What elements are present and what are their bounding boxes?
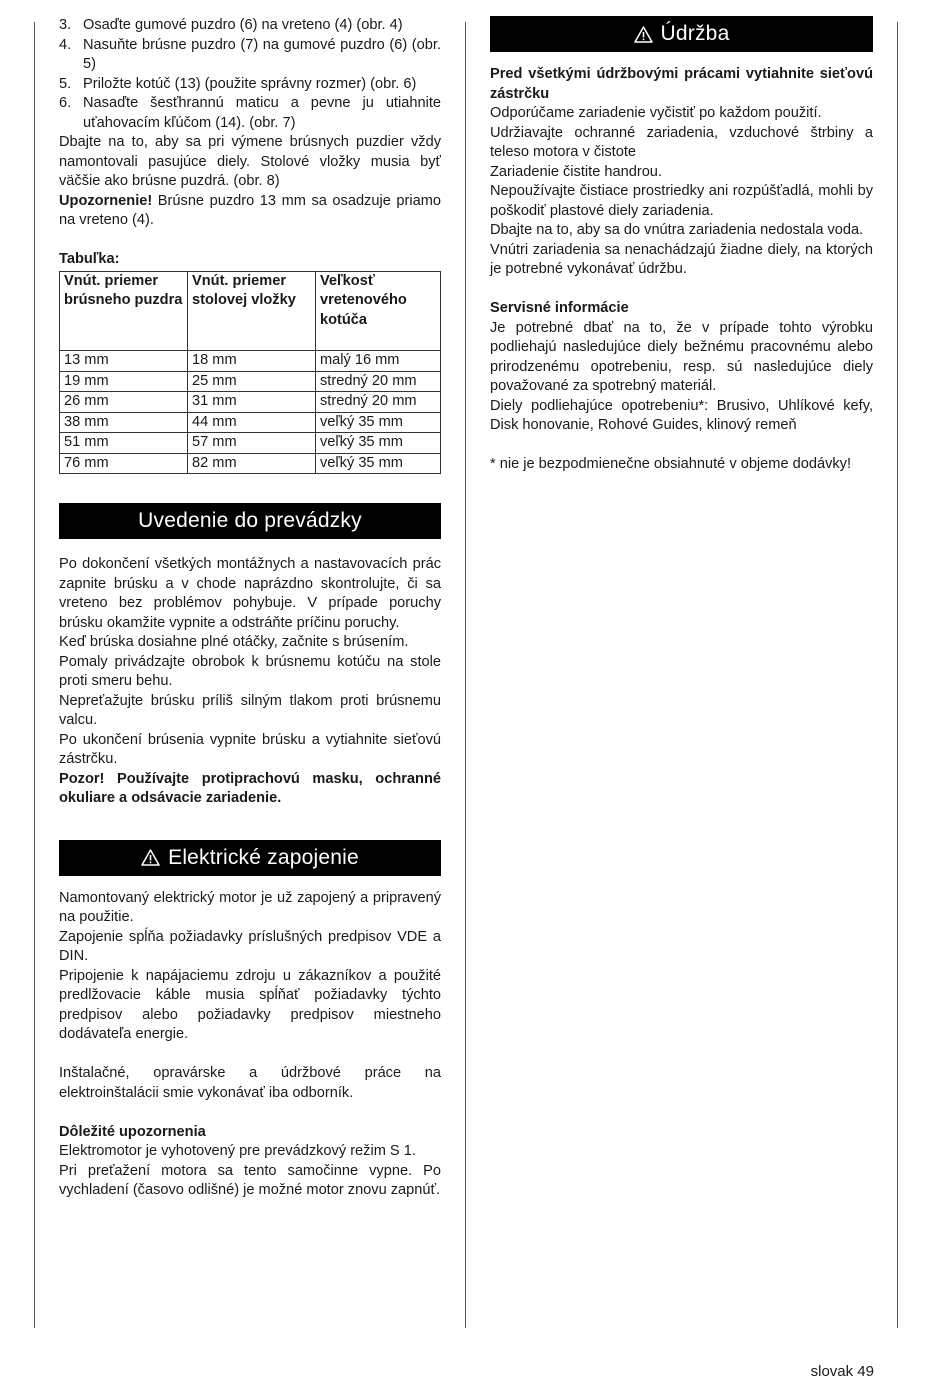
page-number: slovak 49 bbox=[810, 1363, 874, 1380]
list-item bbox=[59, 94, 441, 133]
step-number: 5. bbox=[59, 75, 72, 92]
commissioning-paragraph: Keď brúska dosiahne plné otáčky, začnite s brúsením. bbox=[59, 634, 409, 650]
maintenance-paragraph: Vnútri zariadenia sa nenachádzajú žiadne diely, na ktorých je potrebné vykonávať údržbu. bbox=[490, 241, 873, 277]
step-text: Nasuňte brúsne puzdro (7) na gumové puzdro (6) (obr. 5) bbox=[83, 36, 441, 72]
warning-label: Upozornenie! bbox=[59, 192, 153, 209]
table-title: Tabuľka: bbox=[59, 251, 120, 267]
table-cell: 57 mm bbox=[188, 433, 316, 454]
table-cell: 25 mm bbox=[188, 371, 316, 392]
commissioning-caution: Pozor! Používajte protiprachovú masku, ochranné okuliare a odsávacie zariadenie. bbox=[59, 770, 441, 806]
table-cell: 31 mm bbox=[188, 392, 316, 413]
table-cell: 51 mm bbox=[60, 433, 188, 454]
table-cell: 18 mm bbox=[188, 351, 316, 372]
commissioning-paragraph: Nepreťažujte brúsku príliš silným tlakom proti brúsnemu valcu. bbox=[59, 692, 441, 728]
maintenance-paragraph: Nepoužívajte čistiace prostriedky ani rozpúšťadlá, mohli by poškodiť plastové diely zariadenia. bbox=[490, 183, 873, 219]
maintenance-paragraph: Zariadenie čistite handrou. bbox=[490, 163, 662, 180]
electrical-paragraph: Pripojenie k napájaciemu zdroju u zákazníkov a použité predlžovacie káble musia spĺňať požiadavky týchto predpisov alebo požiadavky predpisov miestneho dodávateľa energie. bbox=[59, 967, 441, 1042]
electrical-paragraph: Namontovaný elektrický motor je už zapojený a pripravený na použitie. bbox=[59, 889, 441, 925]
commissioning-paragraph: Po dokončení všetkých montážnych a nastavovacích prác zapnite brúsku a v chode naprázdno skontrolujte, či sa vreteno bez problémov pohybuje. V prípade poruchy brúsku okamžite vypnite a odstráňte príčinu poruchy. bbox=[59, 556, 441, 631]
list-item bbox=[59, 16, 441, 36]
table-header-cell: Vnút. priemer stolovej vložky bbox=[188, 271, 316, 351]
step-number: 3. bbox=[59, 17, 72, 33]
assembly-steps bbox=[59, 16, 441, 133]
commissioning-title: Uvedenie do prevádzky bbox=[138, 509, 362, 533]
maintenance-lead: Pred všetkými údržbovými prácami vytiahnite sieťovú zástrčku bbox=[490, 66, 873, 102]
left-margin-rule bbox=[34, 22, 35, 1328]
electrical-paragraph: Elektromotor je vyhotovený pre prevádzkový režim S 1. bbox=[59, 1143, 416, 1159]
table-row bbox=[60, 351, 441, 372]
electrical-heading bbox=[59, 840, 441, 876]
commissioning-paragraph: Po ukončení brúsenia vypnite brúsku a vytiahnite sieťovú zástrčku. bbox=[59, 731, 441, 767]
maintenance-paragraph: Udržiavajte ochranné zariadenia, vzduchové štrbiny a teleso motora v čistote bbox=[490, 124, 873, 160]
maintenance-paragraph: Odporúčame zariadenie vyčistiť po každom použití. bbox=[490, 105, 822, 121]
step-text: Osaďte gumové puzdro (6) na vreteno (4) (obr. 4) bbox=[83, 17, 403, 33]
electrical-title: Elektrické zapojenie bbox=[168, 845, 359, 869]
table-row bbox=[60, 453, 441, 474]
commissioning-heading bbox=[59, 503, 441, 539]
table-cell: veľký 35 mm bbox=[316, 453, 441, 474]
size-table bbox=[59, 271, 441, 475]
wear-parts-paragraph: Diely podliehajúce opotrebeniu*: Brusivo, Uhlíkové kefy, Disk honovanie, Rohové Guides, klinový remeň bbox=[490, 397, 873, 433]
electrical-paragraph: Inštalačné, opravárske a údržbové práce na elektroinštalácii smie vykonávať iba odborník. bbox=[59, 1065, 441, 1101]
step-text: Nasaďte šesťhrannú maticu a pevne ju utiahnite uťahovacím kľúčom (14). (obr. 7) bbox=[83, 95, 441, 131]
table-row bbox=[60, 412, 441, 433]
table-row bbox=[60, 392, 441, 413]
step-number: 6. bbox=[59, 95, 72, 111]
maintenance-paragraph: Dbajte na to, aby sa do vnútra zariadenia nedostala voda. bbox=[490, 222, 864, 238]
electrical-paragraph: Zapojenie spĺňa požiadavky príslušných predpisov VDE a DIN. bbox=[59, 928, 441, 964]
table-cell: 13 mm bbox=[60, 351, 188, 372]
table-row bbox=[60, 371, 441, 392]
right-column bbox=[490, 16, 873, 475]
table-cell: veľký 35 mm bbox=[316, 433, 441, 454]
table-cell: 19 mm bbox=[60, 371, 188, 392]
table-row bbox=[60, 433, 441, 454]
table-header-row bbox=[60, 271, 441, 351]
left-column bbox=[59, 16, 441, 1201]
step-number: 4. bbox=[59, 36, 72, 53]
footnote: * nie je bezpodmienečne obsiahnuté v objeme dodávky! bbox=[490, 456, 852, 472]
step-text: Priložte kotúč (13) (použite správny rozmer) (obr. 6) bbox=[83, 75, 417, 92]
electrical-paragraph: Pri preťažení motora sa tento samočinne vypne. Po vychladení (časovo odlišné) je možné motor znovu zapnúť. bbox=[59, 1162, 441, 1198]
warning-triangle-icon bbox=[141, 849, 160, 866]
list-item bbox=[59, 75, 441, 95]
maintenance-title: Údržba bbox=[660, 22, 730, 46]
warning-triangle-icon bbox=[634, 26, 653, 43]
table-cell: 38 mm bbox=[60, 412, 188, 433]
table-cell: malý 16 mm bbox=[316, 351, 441, 372]
right-margin-rule bbox=[897, 22, 898, 1328]
table-cell: 44 mm bbox=[188, 412, 316, 433]
service-paragraph: Je potrebné dbať na to, že v prípade tohto výrobku podliehajú nasledujúce diely bežnému pracovnému alebo prirodzenému opotrebeniu, resp. sú nasledujúce diely považované za spotrebný materiál. bbox=[490, 319, 873, 394]
table-cell: stredný 20 mm bbox=[316, 371, 441, 392]
column-divider-rule bbox=[465, 22, 466, 1328]
table-header-cell: Veľkosť vretenového kotúča bbox=[316, 271, 441, 351]
table-cell: 26 mm bbox=[60, 392, 188, 413]
maintenance-heading bbox=[490, 16, 873, 52]
commissioning-paragraph: Pomaly privádzajte obrobok k brúsnemu kotúču na stole proti smeru behu. bbox=[59, 653, 441, 689]
table-cell: veľký 35 mm bbox=[316, 412, 441, 433]
table-cell: 76 mm bbox=[60, 453, 188, 474]
table-cell: 82 mm bbox=[188, 453, 316, 474]
list-item bbox=[59, 36, 441, 75]
service-info-title: Servisné informácie bbox=[490, 300, 629, 316]
warning-paragraph bbox=[59, 192, 441, 231]
important-notes-title: Dôležité upozornenia bbox=[59, 1123, 206, 1140]
table-header-cell: Vnút. priemer brúsneho puzdra bbox=[60, 271, 188, 351]
table-cell: stredný 20 mm bbox=[316, 392, 441, 413]
sleeve-note: Dbajte na to, aby sa pri výmene brúsnych puzdier vždy namontovali pasujúce diely. Stolové vložky musia byť väčšie ako brúsne puzdrá. (obr. 8) bbox=[59, 134, 441, 189]
warning-text: Brúsne puzdro 13 mm sa osadzuje priamo na vreteno (4). bbox=[59, 192, 441, 228]
